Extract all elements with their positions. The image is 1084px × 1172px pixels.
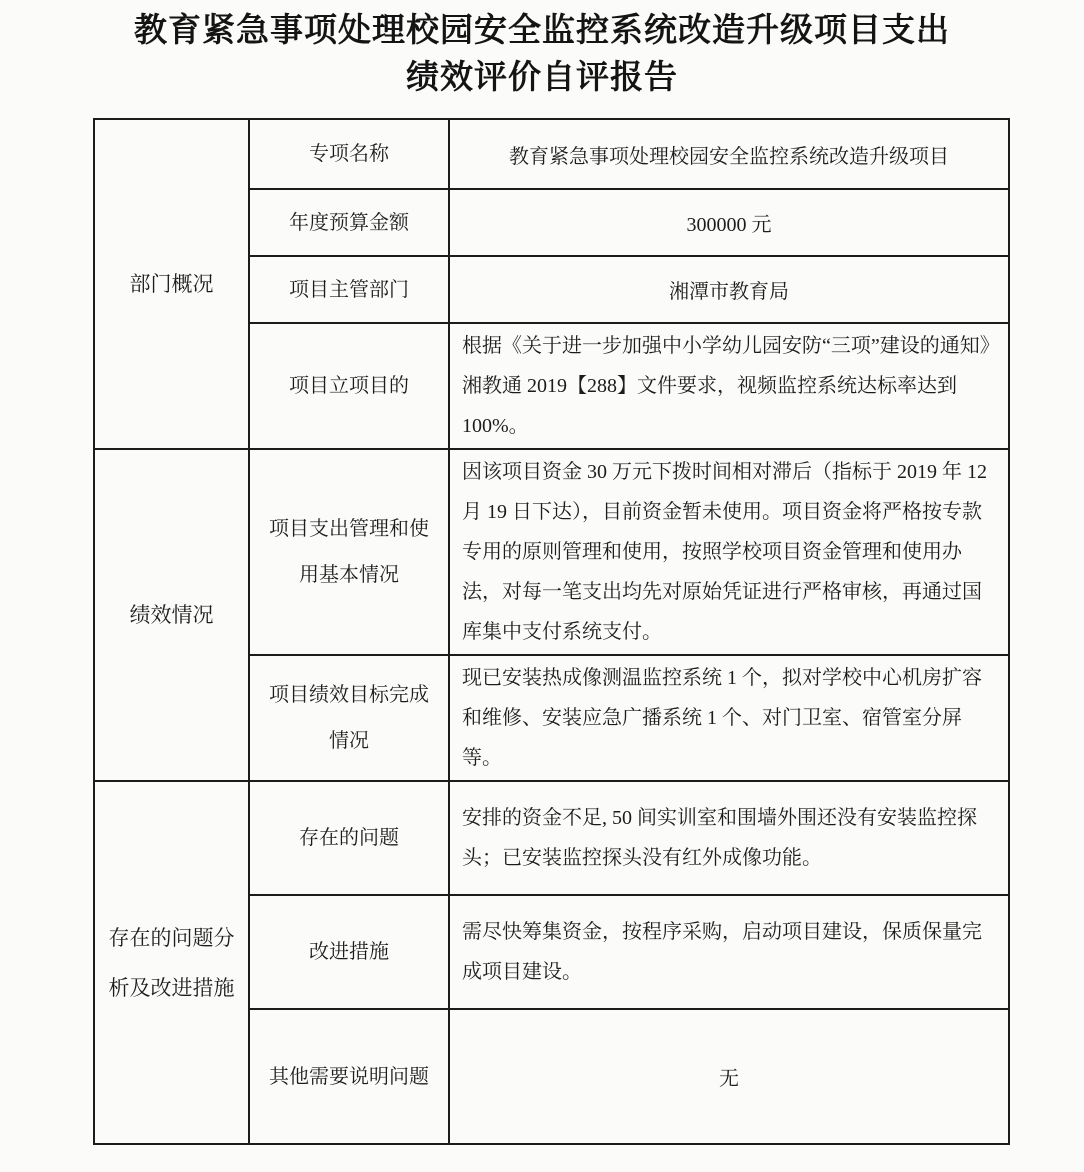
row-value-performance-goal-completion: 现已安装热成像测温监控系统 1 个，拟对学校中心机房扩容和维修、安装应急广播系统 1 个、对门卫室、宿管室分屏等。 — [449, 655, 1009, 781]
row-label-improvement-measures: 改进措施 — [249, 895, 449, 1009]
row-label-project-name: 专项名称 — [249, 119, 449, 189]
row-label-project-purpose: 项目立项目的 — [249, 323, 449, 449]
report-title — [0, 0, 1084, 100]
table-row — [94, 449, 1009, 655]
category-cell-problems-and-improvements: 存在的问题分析及改进措施 — [94, 781, 249, 1144]
report-table — [93, 118, 1010, 1145]
report-title-line1: 教育紧急事项处理校园安全监控系统改造升级项目支出 — [134, 11, 950, 48]
category-cell-department-overview: 部门概况 — [94, 119, 249, 449]
row-label-expenditure-management: 项目支出管理和使用基本情况 — [249, 449, 449, 655]
row-value-project-name: 教育紧急事项处理校园安全监控系统改造升级项目 — [449, 119, 1009, 189]
table-row — [94, 119, 1009, 189]
row-value-improvement-measures: 需尽快筹集资金，按程序采购，启动项目建设，保质保量完成项目建设。 — [449, 895, 1009, 1009]
row-value-other-issues: 无 — [449, 1009, 1009, 1144]
row-label-performance-goal-completion: 项目绩效目标完成情况 — [249, 655, 449, 781]
category-cell-performance-status: 绩效情况 — [94, 449, 249, 781]
row-value-expenditure-management: 因该项目资金 30 万元下拨时间相对滞后（指标于 2019 年 12 月 19 日下达），目前资金暂未使用。项目资金将严格按专款专用的原则管理和使用，按照学校项目资金管理和使用办法，对每一笔支出均先对原始凭证进行严格审核，再通过国库集中支付系统支付。 — [449, 449, 1009, 655]
row-label-supervising-department: 项目主管部门 — [249, 256, 449, 323]
row-value-project-purpose: 根据《关于进一步加强中小学幼儿园安防“三项”建设的通知》湘教通 2019【288】文件要求，视频监控系统达标率达到 100%。 — [449, 323, 1009, 449]
table-row — [94, 781, 1009, 895]
row-value-supervising-department: 湘潭市教育局 — [449, 256, 1009, 323]
row-value-existing-problems: 安排的资金不足, 50 间实训室和围墙外围还没有安装监控探头；已安装监控探头没有红外成像功能。 — [449, 781, 1009, 895]
row-value-annual-budget: 300000 元 — [449, 189, 1009, 256]
row-label-other-issues: 其他需要说明问题 — [249, 1009, 449, 1144]
row-label-existing-problems: 存在的问题 — [249, 781, 449, 895]
report-title-line2: 绩效评价自评报告 — [406, 58, 678, 95]
row-label-annual-budget: 年度预算金额 — [249, 189, 449, 256]
